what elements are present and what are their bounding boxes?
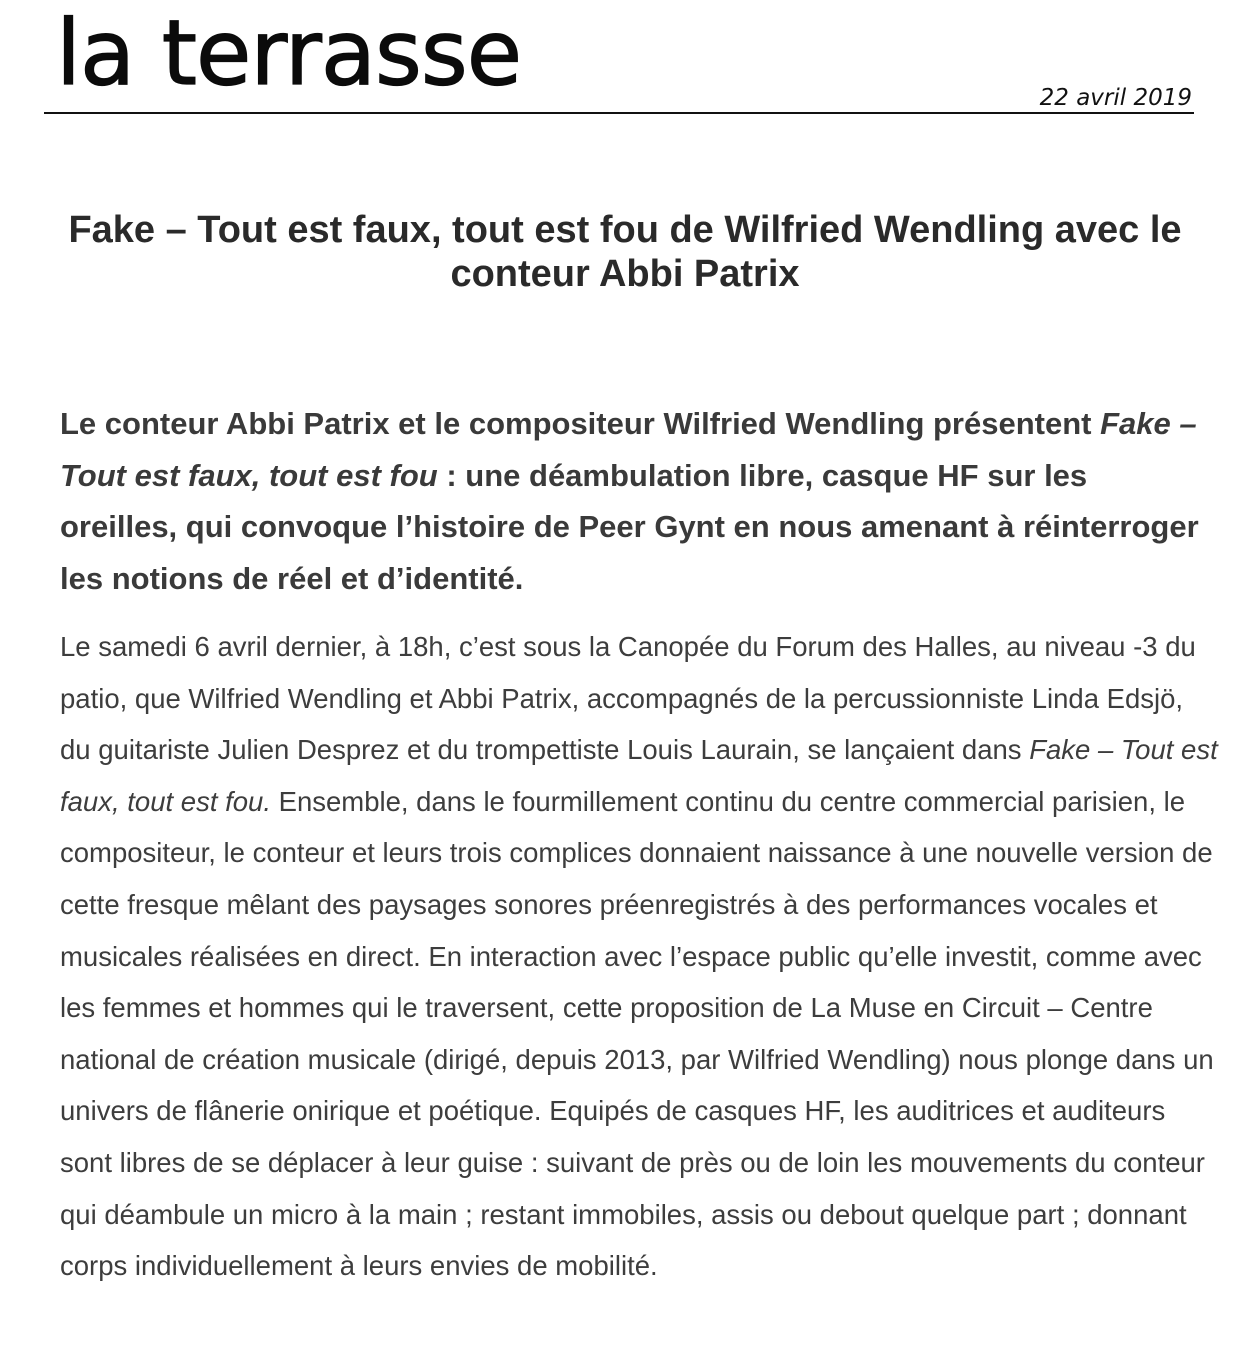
article-body-paragraph	[60, 621, 1220, 1292]
lead-text-start: Le conteur Abbi Patrix et le compositeur Wilfried Wendling présentent	[60, 406, 1101, 441]
body-text-end: Ensemble, dans le fourmillement continu du centre commercial parisien, le compositeur, le conteur et leurs trois complices donnaient naissance à une nouvelle version de cette fresque mêlant des paysages sonores préenregistrés à des performances vocales et musicales réalisées en direct. En interaction avec l’espace public qu’elle investit, comme avec les femmes et hommes qui le traversent, cette proposition de La Muse en Circuit – Centre national de création musicale (dirigé, depuis 2013, par Wilfried Wendling) nous plonge dans un univers de flânerie onirique et poétique. Equipés de casques HF, les auditrices et auditeurs sont libres de se déplacer à leur guise : suivant de près ou de loin les mouvements du conteur qui déambule un micro à la main ; restant immobiles, assis ou debout quelque part ; donnant corps individuellement à leurs envies de mobilité.	[60, 785, 1214, 1282]
publication-date: 22 avril 2019	[1039, 85, 1192, 111]
body-work-title: Fake – Tout est faux, tout est fou.	[60, 734, 1218, 817]
article-lead-paragraph	[60, 398, 1210, 604]
lead-work-title: Fake – Tout est faux, tout est fou	[60, 406, 1197, 493]
body-text-start: Le samedi 6 avril dernier, à 18h, c’est sous la Canopée du Forum des Halles, au niveau -3 du patio, que Wilfried Wendling et Abbi Patrix, accompagnés de la percussionniste Linda Edsjö, du guitariste Julien Desprez et du trompettiste Louis Laurain, se lançaient dans	[60, 631, 1196, 766]
publication-logo: la terrasse	[56, 1, 522, 106]
masthead	[44, 0, 1194, 114]
article-title: Fake – Tout est faux, tout est fou de Wilfried Wendling avec le conteur Abbi Patrix	[68, 209, 1182, 295]
lead-text-end: : une déambulation libre, casque HF sur les oreilles, qui convoque l’histoire de Peer Gynt en nous amenant à réinterroger les notions de réel et d’identité.	[60, 457, 1199, 596]
